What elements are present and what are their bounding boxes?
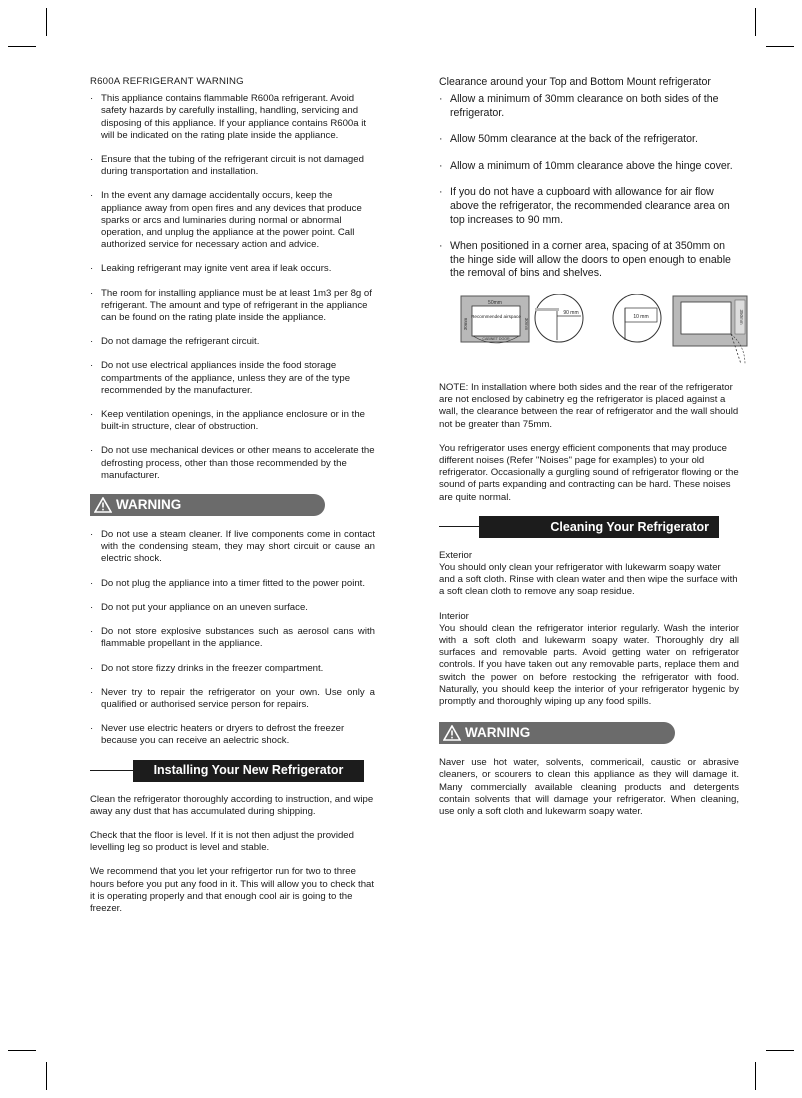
crop-mark — [46, 1062, 47, 1090]
diagram-dim-c: 350mm — [739, 309, 744, 325]
cleaning-title: Cleaning Your Refrigerator — [479, 516, 719, 538]
list-item: · Never try to repair the refrigerator on your own. Use only a qualified or authorised service person for repairs. — [90, 686, 375, 710]
crop-mark — [766, 46, 794, 47]
list-item: · Keep ventilation openings, in the appliance enclosure or in the built-in structure, clear of obstruction. — [90, 409, 366, 433]
warning-text: Naver use hot water, solvents, commericail, caustic or abrasive cleaners, or scourers to clean this appliance as they will damage it. Many commercially available cleaning products and detergents contain solvents that will damage your refrigerator. When cleaning, use only a soft cloth and lukewarm soapy water. — [439, 757, 739, 818]
installing-para: We recommend that you let your refrigertor run for two to three hours before you put any food in it. This will allow you to check that it is operating properly and that enough cool air is going to the freezer. — [90, 866, 375, 914]
list-item: · Do not store explosive substances such as aerosol cans with flammable propellant in the appliance. — [90, 626, 375, 650]
installation-note: NOTE: In installation where both sides and the rear of the refrigerator are not enclosed by cabinetry eg the refrigerator is placed against a wall, the clearance between the rear of refrigerator and the wall should not be greater than 75mm. — [439, 381, 739, 430]
clearance-heading: Clearance around your Top and Bottom Mount refrigerator — [439, 76, 711, 88]
installing-para: Check that the floor is level. If it is not then adjust the provided levelling leg so product is level and stable. — [90, 829, 354, 854]
list-item: · Do not use mechanical devices or other means to accelerate the defrosting process, other than those recommended by the manufacturer. — [90, 445, 375, 481]
crop-mark — [766, 1050, 794, 1051]
warning-label: WARNING — [465, 725, 531, 741]
r600a-list — [90, 93, 375, 482]
exterior-text: You should only clean your refrigerator with lukewarm soapy water and a soft cloth. Rinse with clean water and then wipe the surface with a soft clean cloth to remove any soap residue. — [439, 561, 738, 598]
list-item: · Do not plug the appliance into a timer fitted to the power point. — [90, 577, 365, 589]
diagram-dim-a: 90 mm — [563, 309, 579, 316]
diagram-side-right: 30mm — [524, 317, 529, 331]
noises-paragraph: You refrigerator uses energy efficient components that may produce different noises (Refer "Noises" page for examples) to your old refrigerator. Occasionally a gurgling sound of refrigerator flowing or the sound of parts expanding and contracting can be hard. These noises are quite normal. — [439, 442, 739, 503]
list-item: · When positioned in a corner area, spacing of at 350mm on the hinge side will allow the doors to open enough to enable the removal of bins and shelves. — [439, 240, 731, 280]
exterior-heading: Exterior — [439, 549, 473, 561]
list-item: · Do not use a steam cleaner. If live components come in contact with the condensing steam, they may short circuit or cause an electric shock. — [90, 529, 375, 565]
right-column — [439, 76, 744, 830]
warning-icon — [94, 497, 112, 513]
list-item: · Allow a minimum of 30mm clearance on both sides of the refrigerator. — [439, 93, 719, 119]
warning-banner — [90, 494, 325, 516]
list-item: · Do not use electrical appliances inside the food storage compartments of the appliance, unless they are of the type recommended by the manufacturer. — [90, 360, 351, 396]
diagram-inner-label: Recommended airspace — [471, 313, 521, 319]
cleaning-header — [439, 516, 739, 538]
interior-heading: Interior — [439, 610, 469, 622]
clearance-diagram — [459, 294, 744, 364]
list-item: · Allow a minimum of 10mm clearance above the hinge cover. — [439, 159, 733, 172]
diagram-top-label: 50mm — [488, 299, 502, 306]
warning-list — [90, 529, 375, 747]
list-item: · Do not put your appliance on an uneven surface. — [90, 601, 308, 613]
list-item: · Allow 50mm clearance at the back of the refrigerator. — [439, 133, 698, 146]
list-item: · Ensure that the tubing of the refrigerant circuit is not damaged during transportation and installation. — [90, 154, 364, 178]
list-item: · Never use electric heaters or dryers to defrost the freezer because you can receive an aelectric shock. — [90, 723, 345, 747]
r600a-heading: R600A REFRIGERANT WARNING — [90, 76, 244, 87]
installing-title: Installing Your New Refrigerator — [133, 760, 364, 782]
list-item: · This appliance contains flammable R600a refrigerant. Avoid safety hazards by carefully installing, handling, servicing and disposing of this appliance. If your appliance contains R600a it will be indicated on the rating plate inside the appliance. — [90, 93, 367, 141]
clearance-list — [439, 93, 739, 281]
diagram-cabinet-label: CABINET DOOR — [482, 336, 510, 341]
list-item: · Leaking refrigerant may ignite vent area if leak occurs. — [90, 263, 332, 275]
left-column — [90, 76, 375, 927]
warning-icon — [443, 725, 461, 741]
installing-para: Clean the refrigerator thoroughly according to instruction, and wipe away any dust that has accumulated during shipping. — [90, 793, 374, 817]
crop-mark — [755, 8, 756, 36]
list-item: · If you do not have a cupboard with allowance for air flow above the refrigerator, the recommended clearance area on top increases to 90 mm. — [439, 186, 730, 226]
divider — [90, 770, 133, 771]
interior-text: You should clean the refrigerator interior regularly. Wash the interior with a soft cloth and lukewarm soapy water. Thoroughly dry all surfaces and removable parts. Avoid getting water on refrigerator controls. If you have taken out any removable parts, replace them and switch the power on before restocking the refrigerator with food. Naturally, you should keep the interior of your refrigerator hygenic by promptly and thoroughly wiping up any food spills. — [439, 622, 739, 707]
crop-mark — [8, 46, 36, 47]
warning-banner-2 — [439, 722, 675, 744]
diagram-side-left: 30mm — [463, 317, 468, 331]
warning-label: WARNING — [116, 496, 182, 512]
list-item: · Do not damage the refrigerant circuit. — [90, 336, 260, 348]
list-item: · In the event any damage accidentally occurs, keep the appliance away from open fires and any devices that produce sparks or arcs and luminaries during normal or abnormal operation, and unplug the appliance at the power point. Call authorized service for necessary action and advice. — [90, 190, 362, 251]
installing-header — [90, 760, 375, 782]
crop-mark — [8, 1050, 36, 1051]
list-item: · Do not store fizzy drinks in the freezer compartment. — [90, 662, 324, 674]
crop-mark — [755, 1062, 756, 1090]
diagram-dim-b: 10 mm — [633, 313, 649, 320]
clearance-diagram-art — [459, 294, 749, 366]
divider — [439, 526, 479, 527]
list-item: · The room for installing appliance must be at least 1m3 per 8g of refrigerant. The amount and type of refrigerant in the appliance can be found on the rating plate inside the appliance. — [90, 287, 372, 324]
crop-mark — [46, 8, 47, 36]
